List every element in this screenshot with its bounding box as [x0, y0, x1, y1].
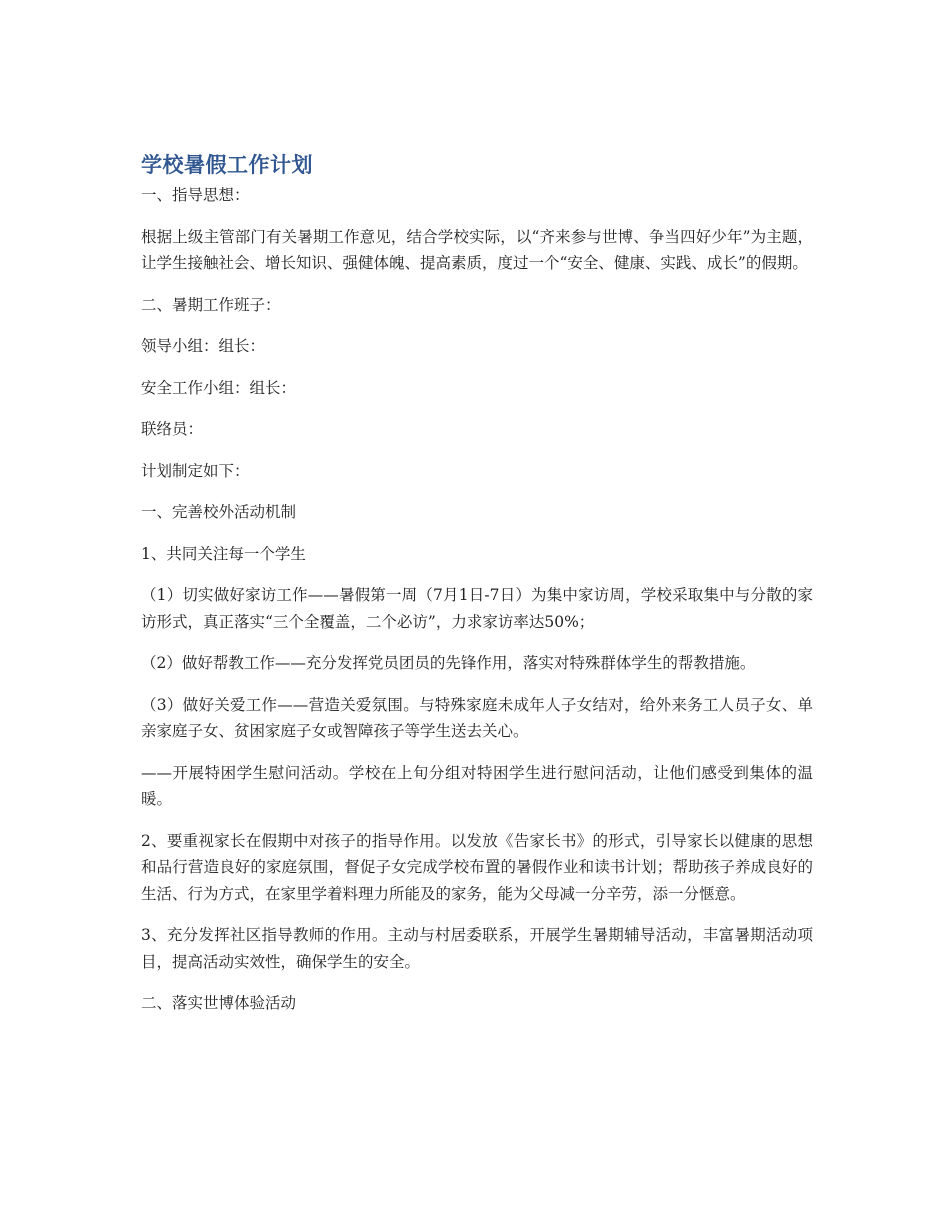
paragraph-guiding-thought: 根据上级主管部门有关暑期工作意见，结合学校实际，以“齐来参与世博、争当四好少年”为主题，让学生接触社会、增长知识、强健体魄、提高素质，度过一个“安全、健康、实践、成长”的假期。	[141, 227, 813, 272]
paragraph-home-visits: （1）切实做好家访工作——暑假第一周（7月1日-7日）为集中家访周，学校采取集中与分散的家访形式，真正落实“三个全覆盖，二个必访”，力求家访率达50%；	[141, 586, 813, 631]
paragraph-leadership-group: 领导小组：组长：	[141, 337, 266, 355]
section-heading-offcampus-mechanism: 一、完善校外活动机制	[141, 503, 297, 521]
paragraph-parent-guidance: 2、要重视家长在假期中对孩子的指导作用。以发放《告家长书》的形式，引导家长以健康的思想和品行营造良好的家庭氛围，督促子女完成学校布置的暑假作业和读书计划；帮助孩子养成良好的生活、行为方式，在家里学着料理力所能及的家务，能为父母减一分辛劳，添一分惬意。	[141, 831, 813, 903]
section-heading-guiding-thought: 一、指导思想：	[141, 186, 250, 204]
section-heading-work-team: 二、暑期工作班子：	[141, 295, 281, 314]
document-body	[141, 150, 813, 1017]
document-title: 学校暑假工作计划	[141, 153, 313, 177]
paragraph-care-work: （3）做好关爱工作——营造关爱氛围。与特殊家庭未成年人子女结对，给外来务工人员子女、单亲家庭子女、贫困家庭子女或智障孩子等学生送去关心。	[141, 695, 813, 740]
paragraph-plan-intro: 计划制定如下：	[141, 461, 250, 480]
paragraph-assistance-work: （2）做好帮教工作——充分发挥党员团员的先锋作用，落实对特殊群体学生的帮教措施。	[141, 654, 756, 672]
section-heading-expo-activities: 二、落实世博体验活动	[141, 994, 297, 1012]
subheading-care-every-student: 1、共同关注每一个学生	[141, 544, 306, 563]
paragraph-condolence-activity: ——开展特困学生慰问活动。学校在上旬分组对特困学生进行慰问活动，让他们感受到集体的温暖。	[141, 763, 813, 808]
paragraph-liaison: 联络员：	[141, 420, 204, 438]
paragraph-safety-group: 安全工作小组：组长：	[141, 378, 297, 397]
paragraph-community-teachers: 3、充分发挥社区指导教师的作用。主动与村居委联系，开展学生暑期辅导活动，丰富暑期活动项目，提高活动实效性，确保学生的安全。	[141, 926, 813, 971]
